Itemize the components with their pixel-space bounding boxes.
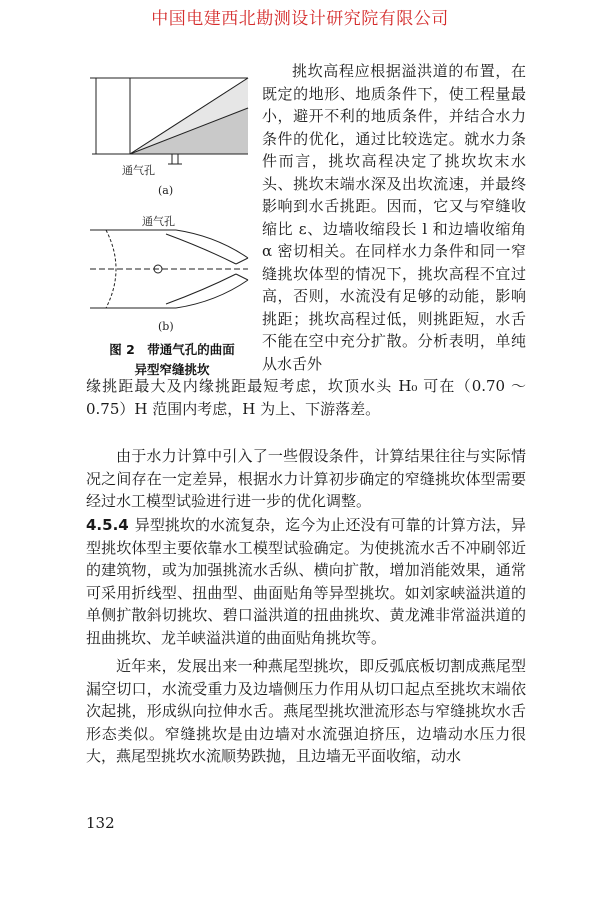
figure-caption-line2: 异型窄缝挑坎 bbox=[134, 362, 210, 377]
vent-label-a: 通气孔 bbox=[122, 164, 155, 177]
vent-label-b: 通气孔 bbox=[142, 215, 175, 228]
paragraph-elevation: 挑坎高程应根据溢洪道的布置，在既定的地形、地质条件下，使工程量最小，避开不利的地质条件，并结合水力条件的优化，通过比较选定。就水力条件而言，挑坎高程决定了挑坎坎末水头、挑坎末端水深及出坎流速，并最终影响到水舌挑距。因而，它又与窄缝收缩比 ε、边墙收缩段长 l 和边墙收缩角 α 密切相关。在同样水力条件和同一窄缝挑坎体型的情况下，挑坎高程不宜过高，否则，水流没有足够的动能，影响挑距；挑坎高程过低，则挑距短，水舌不能在空中充分扩散。分析表明，单纯从水舌外 bbox=[262, 62, 526, 373]
figure-label-b: (b) bbox=[158, 320, 174, 333]
figure-caption-line1: 图 2 带通气孔的曲面 bbox=[109, 342, 235, 357]
page-number: 132 bbox=[86, 814, 115, 832]
section-number: 4.5.4 bbox=[86, 516, 129, 534]
paragraph-elevation-continued: 缘挑距最大及内缘挑距最短考虑，坎顶水头 H₀ 可在（0.70 ～ 0.75）H 范围内考虑，H 为上、下游落差。 bbox=[86, 377, 526, 418]
paragraph-swallowtail: 近年来，发展出来一种燕尾型挑坎，即反弧底板切割成燕尾型漏空切口，水流受重力及边墙侧压力作用从切口起点至挑坎末端依次起挑，形成纵向拉伸水舌。燕尾型挑坎泄流形态与窄缝挑坎水舌形态类似。窄缝挑坎是由边墙对水流强迫挤压，边墙动水压力很大，燕尾型挑坎水流顺势跌抛，且边墙无平面收缩，动水 bbox=[86, 657, 526, 765]
figure-b-plan bbox=[90, 230, 248, 308]
figure-label-a: (a) bbox=[158, 184, 174, 197]
section-4-5-4 bbox=[86, 514, 526, 649]
section-text: 异型挑坎的水流复杂，迄今为止还没有可靠的计算方法，异型挑坎体型主要依靠水工模型试验确定。为使挑流水舌不冲刷邻近的建筑物，或为加强挑流水舌纵、横向扩散，增加消能效果，通常可采用折线型、扭曲型、曲面贴角等异型挑坎。如刘家峡溢洪道的单侧扩散斜切挑坎、碧口溢洪道的扭曲挑坎、黄龙滩非常溢洪道的扭曲挑坎、龙羊峡溢洪道的曲面贴角挑坎等。 bbox=[86, 516, 526, 647]
paragraph-model-test: 由于水力计算中引入了一些假设条件，计算结果往往与实际情况之间存在一定差异，根据水力计算初步确定的窄缝挑坎体型需要经过水工模型试验进行进一步的优化调整。 bbox=[86, 447, 526, 510]
figure-a-profile bbox=[90, 78, 248, 164]
figure-2 bbox=[86, 58, 258, 378]
page-header: 中国电建西北勘测设计研究院有限公司 bbox=[151, 9, 449, 29]
